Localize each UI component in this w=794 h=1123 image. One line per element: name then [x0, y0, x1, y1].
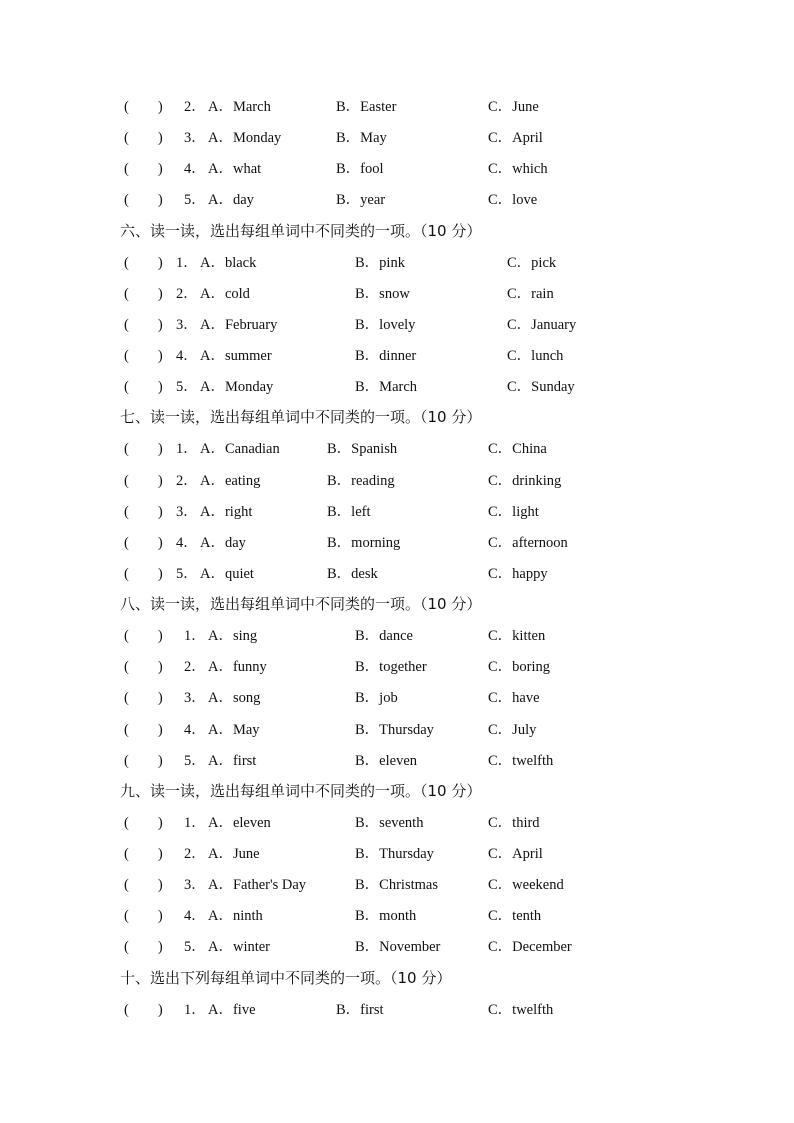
option-b: B．reading	[327, 473, 395, 489]
answer-blank[interactable]: ( )	[124, 255, 163, 271]
answer-blank[interactable]: ( )	[124, 753, 163, 769]
question-number: 4．	[184, 908, 206, 924]
option-c: C．twelfth	[488, 1002, 554, 1018]
question-number: 3．	[176, 504, 198, 520]
option-c: C．June	[488, 99, 539, 115]
option-a: A．day	[200, 535, 246, 551]
option-a: A．black	[200, 255, 257, 271]
option-c: C．afternoon	[488, 535, 568, 551]
question-number: 1．	[184, 1002, 206, 1018]
question-number: 1．	[184, 628, 206, 644]
option-b: B．first	[336, 1002, 384, 1018]
option-b: B．morning	[327, 535, 401, 551]
option-c: C．have	[488, 690, 540, 706]
question-number: 1．	[184, 815, 206, 831]
answer-blank[interactable]: ( )	[124, 722, 163, 738]
option-c: C．kitten	[488, 628, 546, 644]
option-b: B．seventh	[355, 815, 424, 831]
question-number: 5．	[184, 939, 206, 955]
option-a: A．Monday	[208, 130, 282, 146]
option-a: A．winter	[208, 939, 271, 955]
answer-blank[interactable]: ( )	[124, 877, 163, 893]
question-number: 4．	[184, 161, 206, 177]
answer-blank[interactable]: ( )	[124, 441, 163, 457]
answer-blank[interactable]: ( )	[124, 473, 163, 489]
option-b: B．Thursday	[355, 722, 434, 738]
answer-blank[interactable]: ( )	[124, 317, 163, 333]
question-number: 2．	[176, 473, 198, 489]
option-a: A．five	[208, 1002, 256, 1018]
option-b: B．eleven	[355, 753, 418, 769]
question-number: 2．	[176, 286, 198, 302]
option-a: A．quiet	[200, 566, 254, 582]
question-number: 4．	[176, 535, 198, 551]
option-b: B．dinner	[355, 348, 417, 364]
option-c: C．light	[488, 504, 539, 520]
option-c: C．rain	[507, 286, 554, 302]
answer-blank[interactable]: ( )	[124, 379, 163, 395]
answer-blank[interactable]: ( )	[124, 535, 163, 551]
question-number: 5．	[176, 379, 198, 395]
option-b: B．Spanish	[327, 441, 398, 457]
option-c: C．which	[488, 161, 548, 177]
answer-blank[interactable]: ( )	[124, 908, 163, 924]
option-a: A．March	[208, 99, 271, 115]
option-c: C．third	[488, 815, 540, 831]
option-b: B．Thursday	[355, 846, 434, 862]
option-b: B．desk	[327, 566, 378, 582]
option-c: C．December	[488, 939, 572, 955]
question-number: 1．	[176, 255, 198, 271]
answer-blank[interactable]: ( )	[124, 566, 163, 582]
answer-blank[interactable]: ( )	[124, 348, 163, 364]
option-c: C．weekend	[488, 877, 564, 893]
option-a: A．cold	[200, 286, 250, 302]
option-c: C．happy	[488, 566, 548, 582]
option-b: B．year	[336, 192, 386, 208]
question-number: 2．	[184, 99, 206, 115]
option-a: A．February	[200, 317, 278, 333]
option-b: B．May	[336, 130, 387, 146]
option-a: A．day	[208, 192, 254, 208]
option-c: C．April	[488, 846, 543, 862]
option-c: C．April	[488, 130, 543, 146]
answer-blank[interactable]: ( )	[124, 690, 163, 706]
option-b: B．Christmas	[355, 877, 438, 893]
section-heading: 八、读一读，选出每组单词中不同类的一项。（10 分）	[120, 595, 482, 613]
option-c: C．pick	[507, 255, 557, 271]
question-number: 5．	[184, 753, 206, 769]
option-c: C．Sunday	[507, 379, 575, 395]
answer-blank[interactable]: ( )	[124, 286, 163, 302]
question-number: 1．	[176, 441, 198, 457]
option-b: B．March	[355, 379, 418, 395]
option-a: A．eleven	[208, 815, 271, 831]
option-a: A．summer	[200, 348, 272, 364]
answer-blank[interactable]: ( )	[124, 815, 163, 831]
answer-blank[interactable]: ( )	[124, 659, 163, 675]
option-c: C．boring	[488, 659, 551, 675]
option-a: A．first	[208, 753, 257, 769]
option-b: B．Easter	[336, 99, 397, 115]
option-b: B．month	[355, 908, 417, 924]
question-number: 3．	[184, 690, 206, 706]
option-b: B．job	[355, 690, 398, 706]
question-number: 5．	[184, 192, 206, 208]
option-c: C．lunch	[507, 348, 564, 364]
option-c: C．January	[507, 317, 577, 333]
option-b: B．dance	[355, 628, 413, 644]
option-c: C．tenth	[488, 908, 542, 924]
question-number: 5．	[176, 566, 198, 582]
answer-blank[interactable]: ( )	[124, 846, 163, 862]
option-b: B．left	[327, 504, 371, 520]
option-c: C．drinking	[488, 473, 562, 489]
question-number: 2．	[184, 659, 206, 675]
question-number: 3．	[176, 317, 198, 333]
option-c: C．love	[488, 192, 538, 208]
option-b: B．fool	[336, 161, 384, 177]
section-heading: 十、选出下列每组单词中不同类的一项。（10 分）	[120, 969, 452, 987]
answer-blank[interactable]: ( )	[124, 130, 163, 146]
option-b: B．lovely	[355, 317, 416, 333]
option-b: B．snow	[355, 286, 410, 302]
option-a: A．what	[208, 161, 262, 177]
answer-blank[interactable]: ( )	[124, 161, 163, 177]
option-a: A．Canadian	[200, 441, 280, 457]
section-heading: 六、读一读，选出每组单词中不同类的一项。（10 分）	[120, 222, 482, 240]
option-c: C．twelfth	[488, 753, 554, 769]
option-a: A．song	[208, 690, 261, 706]
option-b: B．together	[355, 659, 427, 675]
answer-blank[interactable]: ( )	[124, 628, 163, 644]
section-heading: 九、读一读，选出每组单词中不同类的一项。（10 分）	[120, 782, 482, 800]
question-number: 3．	[184, 877, 206, 893]
option-a: A．Father's Day	[208, 877, 307, 893]
answer-blank[interactable]: ( )	[124, 192, 163, 208]
option-a: A．June	[208, 846, 260, 862]
option-a: A．eating	[200, 473, 261, 489]
question-number: 2．	[184, 846, 206, 862]
option-c: C．China	[488, 441, 547, 457]
answer-blank[interactable]: ( )	[124, 504, 163, 520]
option-b: B．pink	[355, 255, 405, 271]
question-number: 3．	[184, 130, 206, 146]
answer-blank[interactable]: ( )	[124, 939, 163, 955]
question-number: 4．	[176, 348, 198, 364]
option-a: A．ninth	[208, 908, 263, 924]
option-a: A．May	[208, 722, 260, 738]
option-b: B．November	[355, 939, 441, 955]
section-heading: 七、读一读，选出每组单词中不同类的一项。（10 分）	[120, 408, 482, 426]
question-number: 4．	[184, 722, 206, 738]
option-a: A．funny	[208, 659, 267, 675]
option-c: C．July	[488, 722, 537, 738]
option-a: A．Monday	[200, 379, 274, 395]
answer-blank[interactable]: ( )	[124, 99, 163, 115]
option-a: A．right	[200, 504, 253, 520]
option-a: A．sing	[208, 628, 258, 644]
answer-blank[interactable]: ( )	[124, 1002, 163, 1018]
